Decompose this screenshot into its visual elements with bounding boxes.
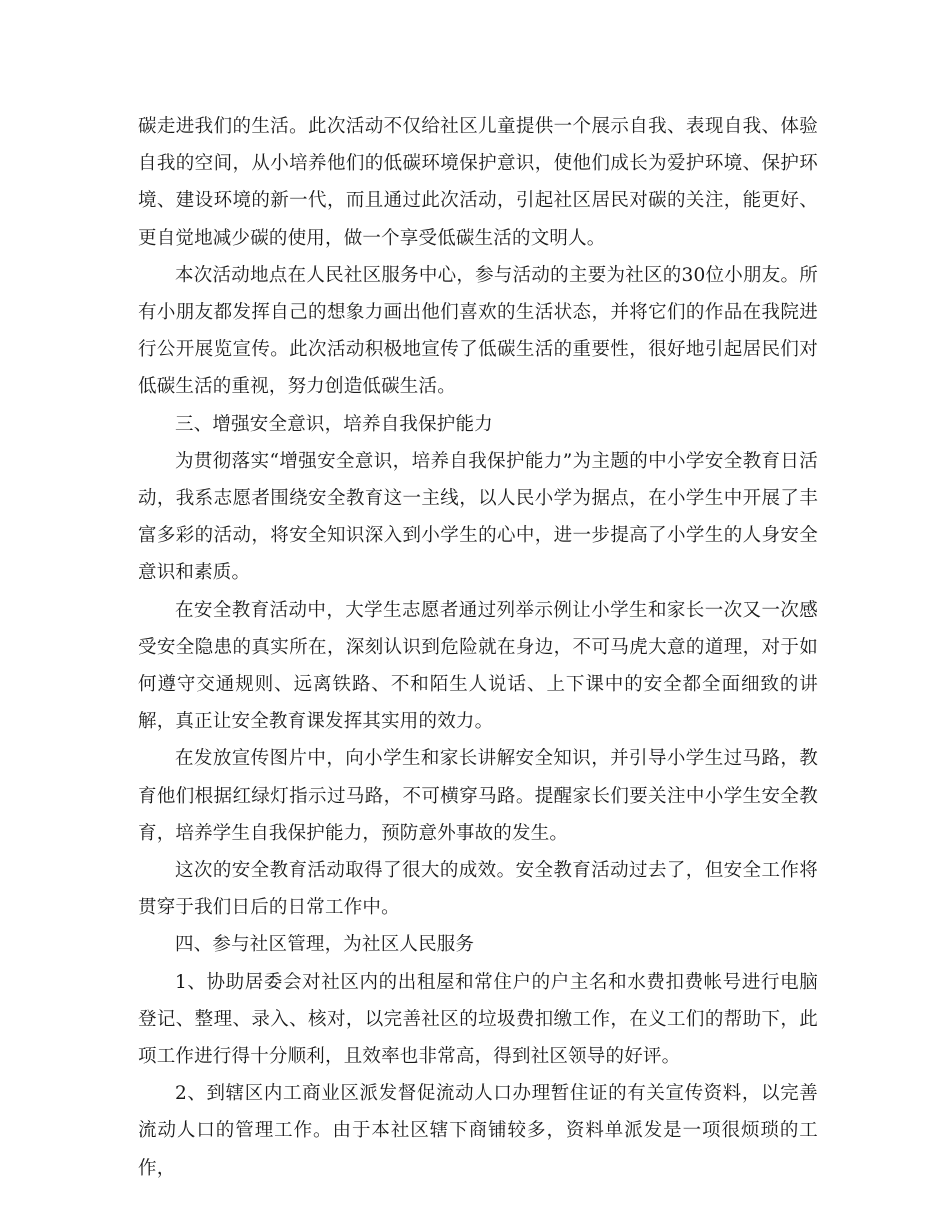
- section-heading-safety: 三、增强安全意识，培养自我保护能力: [175, 413, 493, 435]
- paragraph-low-carbon-intro: 碳走进我们的生活。此次活动不仅给社区儿童提供一个展示自我、表现自我、体验自我的空间，从小培养他们的低碳环境保护意识，使他们成长为爱护环境、保护环境、建设环境的新一代，而且通过此次活动，引起社区居民对碳的关注，能更好、更自觉地减少碳的使用，做一个享受低碳生活的文明人。: [138, 116, 818, 249]
- paragraph-safety-education: 在安全教育活动中，大学生志愿者通过列举示例让小学生和家长一次又一次感受安全隐患的真实所在，深刻认识到危险就在身边，不可马虎大意的道理，对于如何遵守交通规则、远离铁路、不和陌生人说话、上下课中的安全都全面细致的讲解，真正让安全教育课发挥其实用的效力。: [138, 599, 818, 733]
- paragraph-traffic-safety: 在发放宣传图片中，向小学生和家长讲解安全知识，并引导小学生过马路，教育他们根据红绿灯指示过马路，不可横穿马路。提醒家长们要关注中小学生安全教育，培养学生自我保护能力，预防意外事故的发生。: [138, 748, 818, 844]
- paragraph-safety-results: 这次的安全教育活动取得了很大的成效。安全教育活动过去了，但安全工作将贯穿于我们日后的日常工作中。: [138, 860, 818, 919]
- section-heading-community: 四、参与社区管理，为社区人民服务: [175, 934, 475, 956]
- paragraph-activity-location: 本次活动地点在人民社区服务中心，参与活动的主要为社区的30位小朋友。所有小朋友都发挥自己的想象力画出他们喜欢的生活状态，并将它们的作品在我院进行公开展览宣传。此次活动积极地宣传了低碳生活的重要性，很好地引起居民们对低碳生活的重视，努力创造低碳生活。: [138, 264, 818, 398]
- paragraph-data-entry: 1、协助居委会对社区内的出租屋和常住户的户主名和水费扣费帐号进行电脑登记、整理、录入、核对，以完善社区的垃圾费扣缴工作，在义工们的帮助下，此项工作进行得十分顺利，且效率也非常高，得到社区领导的好评。: [138, 971, 818, 1068]
- document-body: [138, 108, 818, 1187]
- paragraph-flyer-distribution: 2、到辖区内工商业区派发督促流动人口办理暂住证的有关宣传资料，以完善流动人口的管理工作。由于本社区辖下商铺较多，资料单派发是一项很烦琐的工作，: [138, 1083, 818, 1179]
- paragraph-safety-day: 为贯彻落实“增强安全意识，培养自我保护能力”为主题的中小学安全教育日活动，我系志愿者围绕安全教育这一主线，以人民小学为据点，在小学生中开展了丰富多彩的活动，将安全知识深入到小学生的心中，进一步提高了小学生的人身安全意识和素质。: [138, 450, 818, 584]
